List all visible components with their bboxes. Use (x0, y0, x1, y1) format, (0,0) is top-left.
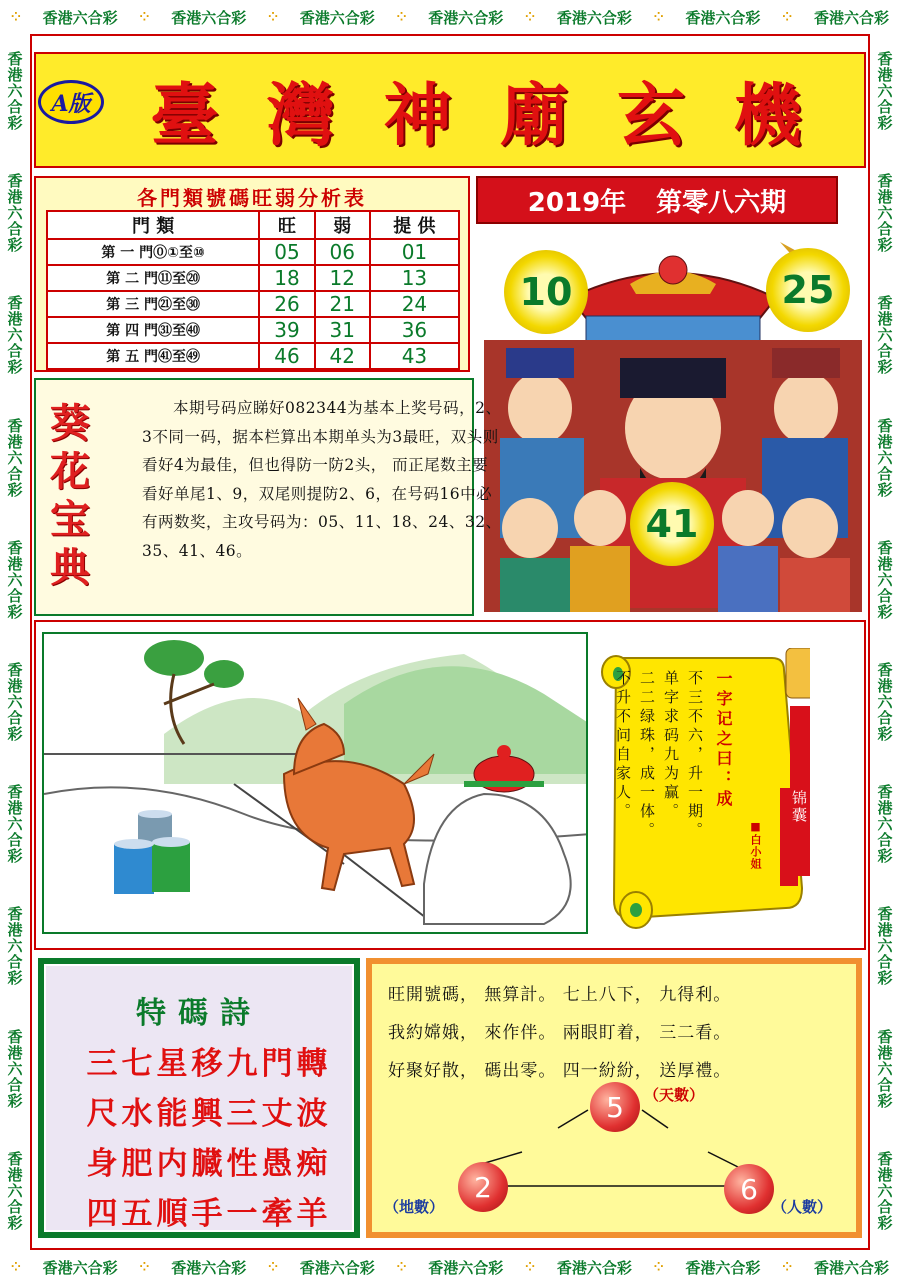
scroll-line: 二二绿珠，成一体。 (638, 670, 656, 841)
scroll-heading: 一字记之曰：成 (714, 670, 733, 810)
human-number-ball: 6 (724, 1164, 774, 1214)
wang-cell: 46 (259, 343, 314, 369)
earth-label: （地數） (384, 1198, 445, 1216)
tigong-cell: 01 (370, 239, 459, 265)
wang-cell: 39 (259, 317, 314, 343)
poem-panel (38, 958, 360, 1238)
verse-line: 我約嫦娥， 來作伴。 兩眼盯着， 三二看。 (388, 1023, 732, 1043)
poem-line: 四五順手一牽羊 (86, 1196, 332, 1232)
table-row (47, 291, 459, 317)
side-tag-pouch: 锦囊 (790, 790, 808, 824)
scroll-signature: ■白小姐 (749, 820, 762, 870)
border-text: 香港六合彩 (813, 8, 889, 27)
column-header: 旺 (259, 211, 314, 239)
border-dots: ⁘ (10, 10, 21, 24)
table-row (47, 343, 459, 369)
border-text: 香港六合彩 (556, 1258, 632, 1277)
landscape-svg (44, 634, 588, 934)
border-text: 香港六合彩 (42, 1258, 118, 1277)
group-cell: 第 四 門㉛至㊵ (47, 317, 259, 343)
temple-illustration (480, 228, 866, 616)
group-cell: 第 五 門㊶至㊾ (47, 343, 259, 369)
border-text: 香港六合彩 (171, 1258, 247, 1277)
ruo-cell: 31 (315, 317, 370, 343)
top-border-strip: ⁘ 香港六合彩 ⁘ 香港六合彩 ⁘ 香港六合彩 ⁘ 香港六合彩 ⁘ 香港六合彩 ⁘ 香港六合彩 ⁘ 香港六合彩 (10, 8, 889, 27)
heaven-label: （天數） (644, 1086, 705, 1104)
sunflower-text: 本期号码应睇好082344为基本上奖号码，2、3不同一码，据本栏算出本期单头为3最旺，双头则看好4为最佳，但也得防一防2头， 而正尾数主要看好单尾1、9，双尾则提防2、6，在号码16中必有两数奖，主攻号码为：05、11、18、24、32、35、41、46。 (142, 399, 502, 560)
analysis-table-panel (34, 176, 470, 372)
table-row (47, 317, 459, 343)
verse-panel (366, 958, 862, 1238)
bottom-border-strip: ⁘ 香港六合彩 ⁘ 香港六合彩 ⁘ 香港六合彩 ⁘ 香港六合彩 ⁘ 香港六合彩 ⁘ 香港六合彩 ⁘ 香港六合彩 (10, 1258, 889, 1277)
right-border-strip: 香港六合彩 香港六合彩 香港六合彩 香港六合彩 香港六合彩 香港六合彩 香港六合彩 香港六合彩 香港六合彩 香港六合彩 (875, 51, 894, 1231)
ruo-cell: 21 (315, 291, 370, 317)
ruo-cell: 06 (315, 239, 370, 265)
title-char: 機 (733, 75, 810, 156)
ruo-cell: 12 (315, 265, 370, 291)
period-banner (476, 176, 838, 224)
page-title (130, 62, 830, 158)
lucky-ball: 25 (766, 248, 850, 332)
tigong-cell: 24 (370, 291, 459, 317)
column-header: 門 類 (47, 211, 259, 239)
border-text: 香港六合彩 (556, 8, 632, 27)
scroll-line: 不升不问自家人。 (614, 670, 632, 822)
lucky-ball: 41 (630, 482, 714, 566)
sunflower-heading (42, 400, 98, 592)
border-text: 香港六合彩 (428, 1258, 504, 1277)
border-text: 香港六合彩 (299, 8, 375, 27)
earth-number-ball: 2 (458, 1162, 508, 1212)
heading-char: 葵 (50, 400, 90, 447)
title-char: 玄 (616, 75, 693, 156)
heading-char: 典 (50, 544, 90, 591)
title-char: 神 (383, 75, 460, 156)
wang-cell: 05 (259, 239, 314, 265)
border-text: 香港六合彩 (428, 8, 504, 27)
title-char: 臺 (150, 75, 227, 156)
wang-cell: 18 (259, 265, 314, 291)
lucky-ball: 10 (504, 250, 588, 334)
tigong-cell: 43 (370, 343, 459, 369)
column-header: 弱 (315, 211, 370, 239)
deity-figures (500, 348, 850, 612)
border-text: 香港六合彩 (42, 8, 118, 27)
heading-char: 宝 (50, 496, 90, 543)
tigong-cell: 36 (370, 317, 459, 343)
table-header-row (47, 211, 459, 239)
poem-line: 尺水能興三丈波 (86, 1096, 332, 1132)
side-tag-win: 赢钱 (820, 766, 838, 800)
left-border-strip: 香港六合彩 香港六合彩 香港六合彩 香港六合彩 香港六合彩 香港六合彩 香港六合彩 香港六合彩 香港六合彩 香港六合彩 (5, 51, 24, 1231)
table-row (47, 239, 459, 265)
poem-line: 三七星移九門轉 (86, 1046, 332, 1082)
border-text: 香港六合彩 (299, 1258, 375, 1277)
border-text: 香港六合彩 (171, 8, 247, 27)
version-badge: A版 (38, 80, 104, 124)
analysis-table (46, 210, 460, 370)
period-year: 2019年 (527, 187, 627, 218)
deer-landscape-illustration (42, 632, 588, 934)
scroll-line: 不三不六，升一期。 (686, 670, 704, 841)
group-cell: 第 一 門⓪①至⑩ (47, 239, 259, 265)
title-char: 廟 (500, 75, 577, 156)
table-row (47, 265, 459, 291)
period-issue: 第零八六期 (656, 187, 787, 218)
heaven-number-ball: 5 (590, 1082, 640, 1132)
scroll-line: 单字求码九为赢。 (662, 670, 680, 822)
border-text: 香港六合彩 (685, 1258, 761, 1277)
tigong-cell: 13 (370, 265, 459, 291)
title-char: 灣 (266, 75, 343, 156)
group-cell: 第 二 門⑪至⑳ (47, 265, 259, 291)
heading-char: 花 (50, 448, 90, 495)
poem-line: 身肥内臓性愚痴 (86, 1146, 332, 1182)
verse-line: 好聚好散， 碼出零。 四一紛紛， 送厚禮。 (388, 1061, 732, 1081)
verse-line: 旺開號碼， 無算計。 七上八下， 九得利。 (388, 985, 732, 1005)
column-header: 提 供 (370, 211, 459, 239)
human-label: （人數） (772, 1198, 833, 1216)
border-text: 香港六合彩 (685, 8, 761, 27)
ruo-cell: 42 (315, 343, 370, 369)
wang-cell: 26 (259, 291, 314, 317)
sunflower-panel (34, 378, 502, 616)
border-text: 香港六合彩 (813, 1258, 889, 1277)
analysis-table-title: 各門類號碼旺弱分析表 (137, 186, 367, 210)
poem-title: 特碼詩 (136, 996, 262, 1031)
group-cell: 第 三 門㉑至㉚ (47, 291, 259, 317)
